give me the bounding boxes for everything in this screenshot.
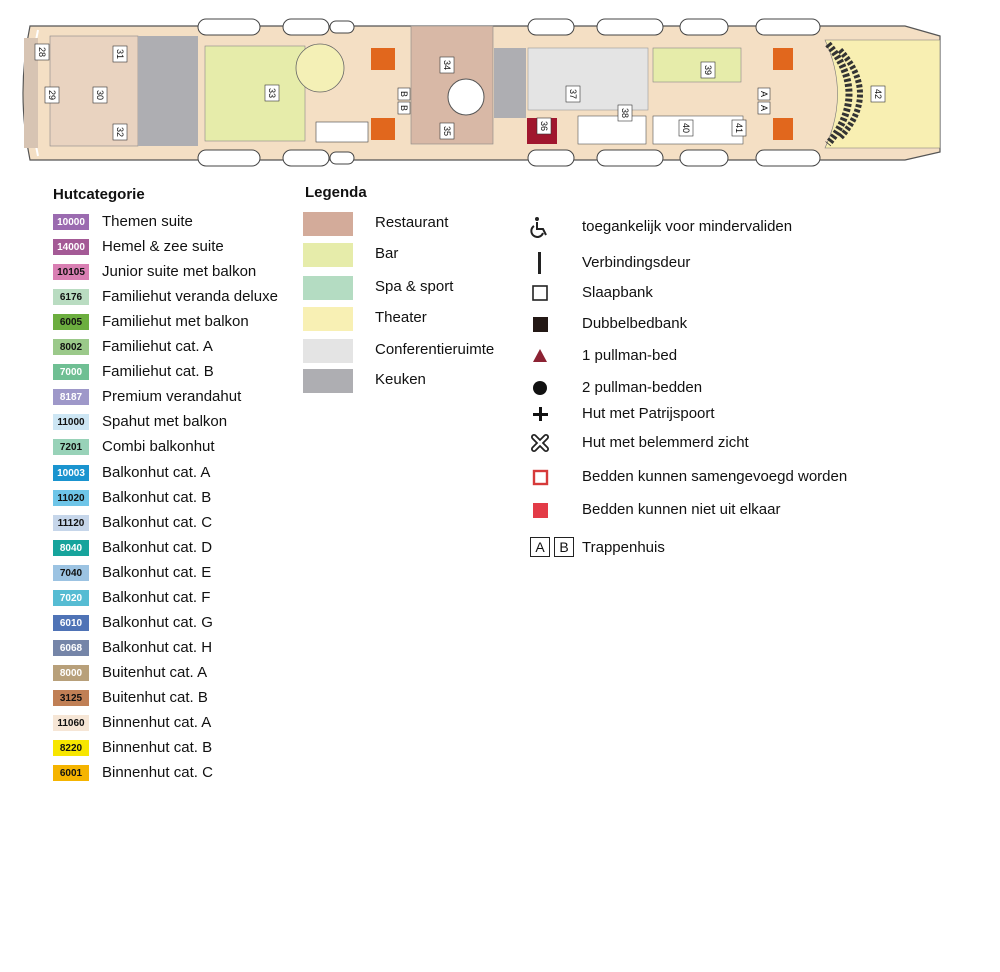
legend-swatch [303,243,353,267]
cabin-category-row [53,489,212,507]
room-35: 35 [442,125,452,137]
room-36: 36 [539,120,549,132]
symbol-label: Dubbelbedbank [582,315,688,332]
cabin-category-row [53,639,213,657]
cabin-category-label: Buitenhut cat. A [102,664,208,681]
cabin-category-label: Familiehut cat. A [102,338,213,355]
legend-label: Restaurant [375,214,449,231]
double-sofa-bed-icon [528,313,552,335]
room-28: 28 [37,46,47,58]
cabin-category-label: Spahut met balkon [102,413,228,430]
legend-swatch [303,369,353,393]
stair-label-b1: B [399,90,409,98]
area-conference [528,48,648,110]
room-41: 41 [734,122,744,134]
legend-swatch [303,276,353,300]
cabin-category-code: 10105 [53,264,89,280]
cabin-category-label: Binnenhut cat. A [102,714,212,731]
legend-swatch [303,212,353,236]
legend-label: Theater [375,309,427,326]
cabin-category-label: Balkonhut cat. F [102,589,211,606]
cabin-category-code: 10003 [53,465,89,481]
cabin-category-code: 7020 [53,590,89,606]
room-34: 34 [442,59,452,71]
cabin-category-row [53,363,214,381]
cabin-category-row [53,388,242,406]
cabin-category-code: 3125 [53,690,89,706]
cabin-category-code: 10000 [53,214,89,230]
cabin-category-row [53,313,249,331]
cabin-category-row [53,714,212,732]
cabin-category-code: 8040 [53,540,89,556]
cabin-category-row [53,739,213,757]
obstructed-view-icon [528,432,552,454]
room-33: 33 [267,87,277,99]
porthole-icon [528,403,552,425]
cabin-category-code: 7000 [53,364,89,380]
cabin-category-label: Balkonhut cat. D [102,539,213,556]
cabin-category-code: 6005 [53,314,89,330]
cabin-category-row [53,413,228,431]
cabin-category-code: 6010 [53,615,89,631]
cabin-category-row [53,263,257,281]
cabin-category-code: 8187 [53,389,89,405]
cabin-category-code: 11120 [53,515,89,531]
sofa-bed-icon [528,282,552,304]
symbol-label: Bedden kunnen niet uit elkaar [582,501,781,518]
beds-fixed-icon [528,499,552,521]
stair-label-b2: B [399,104,409,112]
room-29: 29 [47,89,57,101]
symbol-label: 2 pullman-bedden [582,379,703,396]
cabin-category-label: Familiehut veranda deluxe [102,288,278,305]
legend-label: Spa & sport [375,278,454,295]
deck-plan-map [0,0,1000,180]
cabin-category-row [53,539,213,557]
pullman-bed-icon [528,345,552,367]
cabin-category-label: Buitenhut cat. B [102,689,208,706]
legend-label: Keuken [375,371,426,388]
cabin-category-label: Balkonhut cat. E [102,564,212,581]
symbol-label: Slaapbank [582,284,653,301]
cabin-category-row [53,564,212,582]
symbol-label: toegankelijk voor mindervaliden [582,218,793,235]
connecting-door-icon [528,252,552,274]
cabin-category-code: 14000 [53,239,89,255]
stair-label-a2: A [759,104,769,112]
cabin-category-row [53,438,215,456]
cabin-category-label: Binnenhut cat. B [102,739,213,756]
cabin-category-label: Balkonhut cat. G [102,614,213,631]
cabin-category-code: 8000 [53,665,89,681]
cabin-category-row [53,213,193,231]
cabin-category-row [53,338,213,356]
room-39: 39 [703,64,713,76]
stairwell-legend [530,536,665,558]
room-31: 31 [115,48,125,60]
cabin-category-row [53,589,211,607]
stairwell-b-box: B [554,537,574,557]
cabin-category-label: Premium verandahut [102,388,242,405]
room-40: 40 [681,122,691,134]
cabin-category-row [53,664,208,682]
cabin-category-label: Balkonhut cat. C [102,514,213,531]
room-32: 32 [115,126,125,138]
wheelchair-icon [528,216,552,238]
symbol-label: Hut met belemmerd zicht [582,434,749,451]
cabin-categories-title: Hutcategorie [53,186,145,203]
cabin-category-row [53,614,213,632]
stair-label-a1: A [759,90,769,98]
room-38: 38 [620,107,630,119]
symbol-label: Bedden kunnen samengevoegd worden [582,468,848,485]
cabin-category-code: 7201 [53,439,89,455]
cabin-category-label: Familiehut met balkon [102,313,249,330]
cabin-category-label: Balkonhut cat. B [102,489,212,506]
stairwell-label: Trappenhuis [582,538,665,556]
cabin-category-label: Familiehut cat. B [102,363,214,380]
legend-label: Bar [375,245,399,262]
cabin-category-label: Binnenhut cat. C [102,764,213,781]
legend-swatch [303,339,353,363]
legend-swatch [303,307,353,331]
area-bar-33 [205,46,305,141]
room-42: 42 [873,88,883,100]
cabin-category-label: Balkonhut cat. H [102,639,213,656]
cabin-category-label: Themen suite [102,213,193,230]
cabin-category-label: Balkonhut cat. A [102,464,211,481]
cabin-category-code: 6176 [53,289,89,305]
cabin-category-label: Combi balkonhut [102,438,215,455]
two-pullman-beds-icon [528,377,552,399]
cabin-category-code: 6001 [53,765,89,781]
cabin-category-code: 11060 [53,715,89,731]
cabin-category-code: 6068 [53,640,89,656]
cabin-category-row [53,689,208,707]
legend-label: Conferentieruimte [375,341,495,358]
stairwell-a-box: A [530,537,550,557]
symbol-label: Hut met Patrijspoort [582,405,715,422]
room-37: 37 [568,88,578,100]
symbol-label: Verbindingsdeur [582,254,691,271]
cabin-category-label: Hemel & zee suite [102,238,224,255]
cabin-category-row [53,238,224,256]
cabin-category-label: Junior suite met balkon [102,263,257,280]
cabin-category-code: 11020 [53,490,89,506]
symbol-label: 1 pullman-bed [582,347,678,364]
cabin-category-code: 7040 [53,565,89,581]
legend-title: Legenda [305,184,367,201]
cabin-category-row [53,464,211,482]
beds-combinable-icon [528,466,552,488]
cabin-category-code: 8002 [53,339,89,355]
cabin-category-code: 8220 [53,740,89,756]
room-30: 30 [95,89,105,101]
cabin-category-code: 11000 [53,414,89,430]
cabin-category-row [53,764,213,782]
cabin-category-row [53,288,278,306]
cabin-category-row [53,514,213,532]
